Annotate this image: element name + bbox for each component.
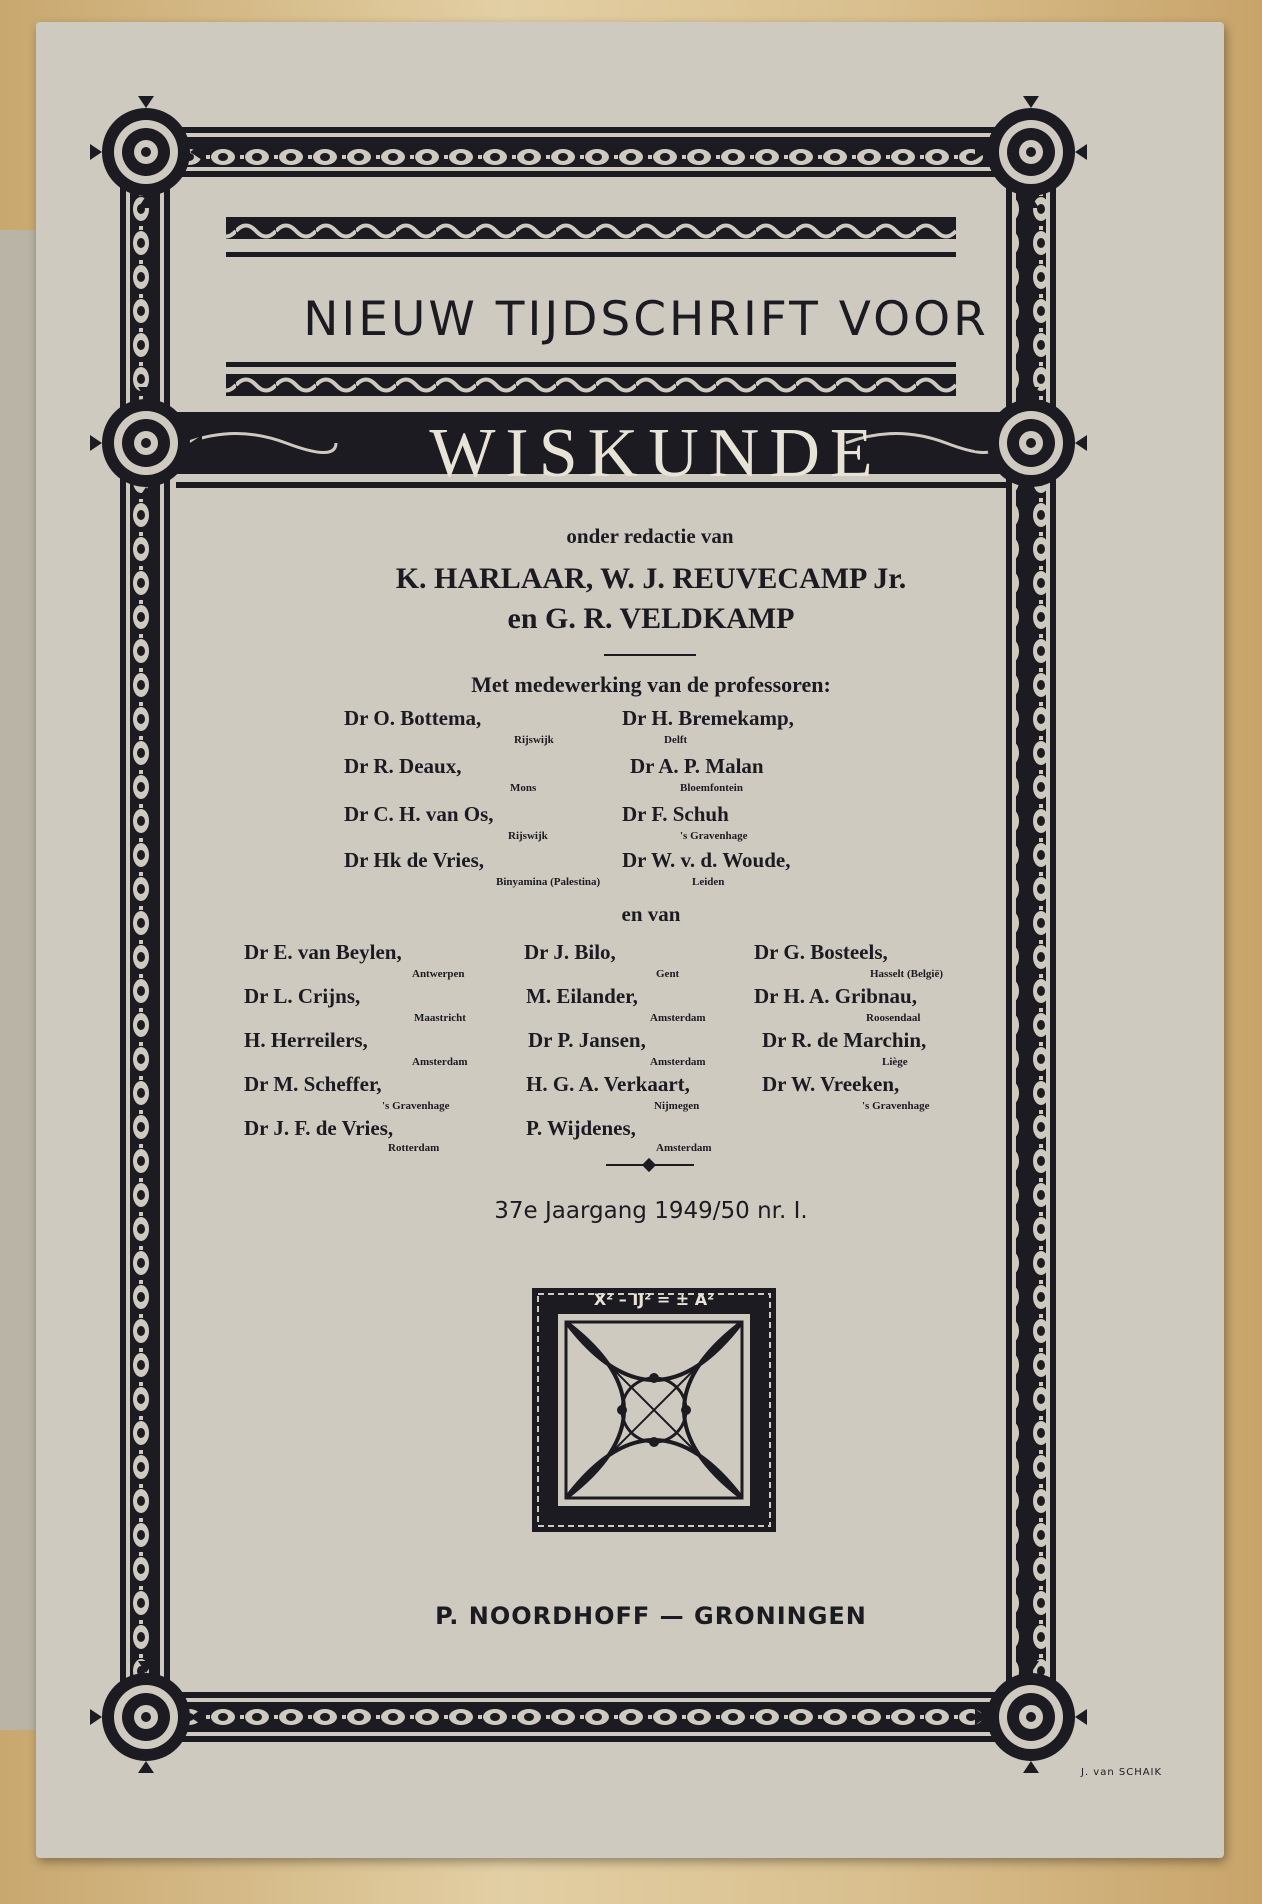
- artist-signature: J. van SCHAIK: [1081, 1767, 1163, 1778]
- editors-line2: en G. R. VELDKAMP: [507, 602, 795, 635]
- ornament-divider: [606, 1164, 694, 1166]
- contributor-name: Dr J. Bilo,: [524, 940, 616, 964]
- professor-place: 's Gravenhage: [680, 830, 748, 842]
- professor-name: Dr R. Deaux,: [344, 754, 462, 778]
- professor-name: Dr O. Bottema,: [344, 706, 482, 730]
- professor-place: Binyamina (Palestina): [496, 876, 601, 888]
- contributor-place: Roosendaal: [866, 1012, 921, 1024]
- contributor-place: 's Gravenhage: [382, 1100, 450, 1112]
- contributor-place: Rotterdam: [388, 1142, 440, 1154]
- contributor-place: Amsterdam: [412, 1056, 468, 1068]
- professor-name: Dr C. H. van Os,: [344, 802, 494, 826]
- professor-name: Dr Hk de Vries,: [344, 848, 484, 872]
- professor-name: Dr F. Schuh: [622, 802, 729, 826]
- contributor-place: Antwerpen: [412, 968, 465, 980]
- contributor-name: Dr P. Jansen,: [528, 1028, 646, 1052]
- professor-name: Dr W. v. d. Woude,: [622, 848, 791, 872]
- professor-place: Leiden: [692, 876, 725, 888]
- contributor-name: Dr E. van Beylen,: [244, 940, 402, 964]
- professor-place: Bloemfontein: [680, 782, 743, 794]
- contributor-name: Dr J. F. de Vries,: [244, 1116, 394, 1140]
- professor-place: Rijswijk: [514, 734, 554, 746]
- contributor-name: Dr G. Bosteels,: [754, 940, 888, 964]
- volume-line: 37e Jaargang 1949/50 nr. I.: [494, 1198, 808, 1224]
- divider-rule: [604, 654, 696, 656]
- contributor-place: Amsterdam: [650, 1012, 706, 1024]
- editor-intro: onder redactie van: [566, 524, 734, 548]
- contributor-place: Amsterdam: [656, 1142, 712, 1154]
- contributor-name: Dr M. Scheffer,: [244, 1072, 382, 1096]
- professor-place: Rijswijk: [508, 830, 548, 842]
- contributor-place: 's Gravenhage: [862, 1100, 930, 1112]
- contributor-place: Hasselt (België): [870, 968, 944, 980]
- publisher: P. NOORDHOFF — GRONINGEN: [435, 1602, 867, 1630]
- contributor-name: Dr R. de Marchin,: [762, 1028, 927, 1052]
- professor-place: Mons: [510, 782, 537, 794]
- contributor-name: P. Wijdenes,: [526, 1116, 636, 1140]
- contributor-place: Gent: [656, 968, 680, 980]
- journal-title-wiskunde: WISKUNDE: [429, 415, 883, 492]
- contributor-name: M. Eilander,: [526, 984, 638, 1008]
- contributor-name: Dr H. A. Gribnau,: [754, 984, 917, 1008]
- contributor-place: Liège: [882, 1056, 908, 1068]
- journal-title-line1: NIEUW TIJDSCHRIFT VOOR: [303, 292, 989, 347]
- journal-cover: [36, 22, 1224, 1858]
- emblem-square-icon: [532, 1288, 776, 1532]
- contributor-place: Nijmegen: [654, 1100, 700, 1112]
- contributor-name: Dr W. Vreeken,: [762, 1072, 900, 1096]
- professor-place: Delft: [664, 734, 688, 746]
- contributor-place: Maastricht: [414, 1012, 466, 1024]
- editors-line1: K. HARLAAR, W. J. REUVECAMP Jr.: [395, 562, 907, 595]
- contributor-place: Amsterdam: [650, 1056, 706, 1068]
- professor-name: Dr A. P. Malan: [630, 754, 764, 778]
- contributor-name: Dr L. Crijns,: [244, 984, 361, 1008]
- emblem-formula: X² – IJ² = ± A²: [593, 1290, 715, 1309]
- contributor-name: H. Herreilers,: [244, 1028, 368, 1052]
- others-intro: en van: [621, 902, 681, 926]
- contributor-name: H. G. A. Verkaart,: [526, 1072, 690, 1096]
- professor-name: Dr H. Bremekamp,: [622, 706, 794, 730]
- professors-intro: Met medewerking van de professoren:: [471, 672, 831, 697]
